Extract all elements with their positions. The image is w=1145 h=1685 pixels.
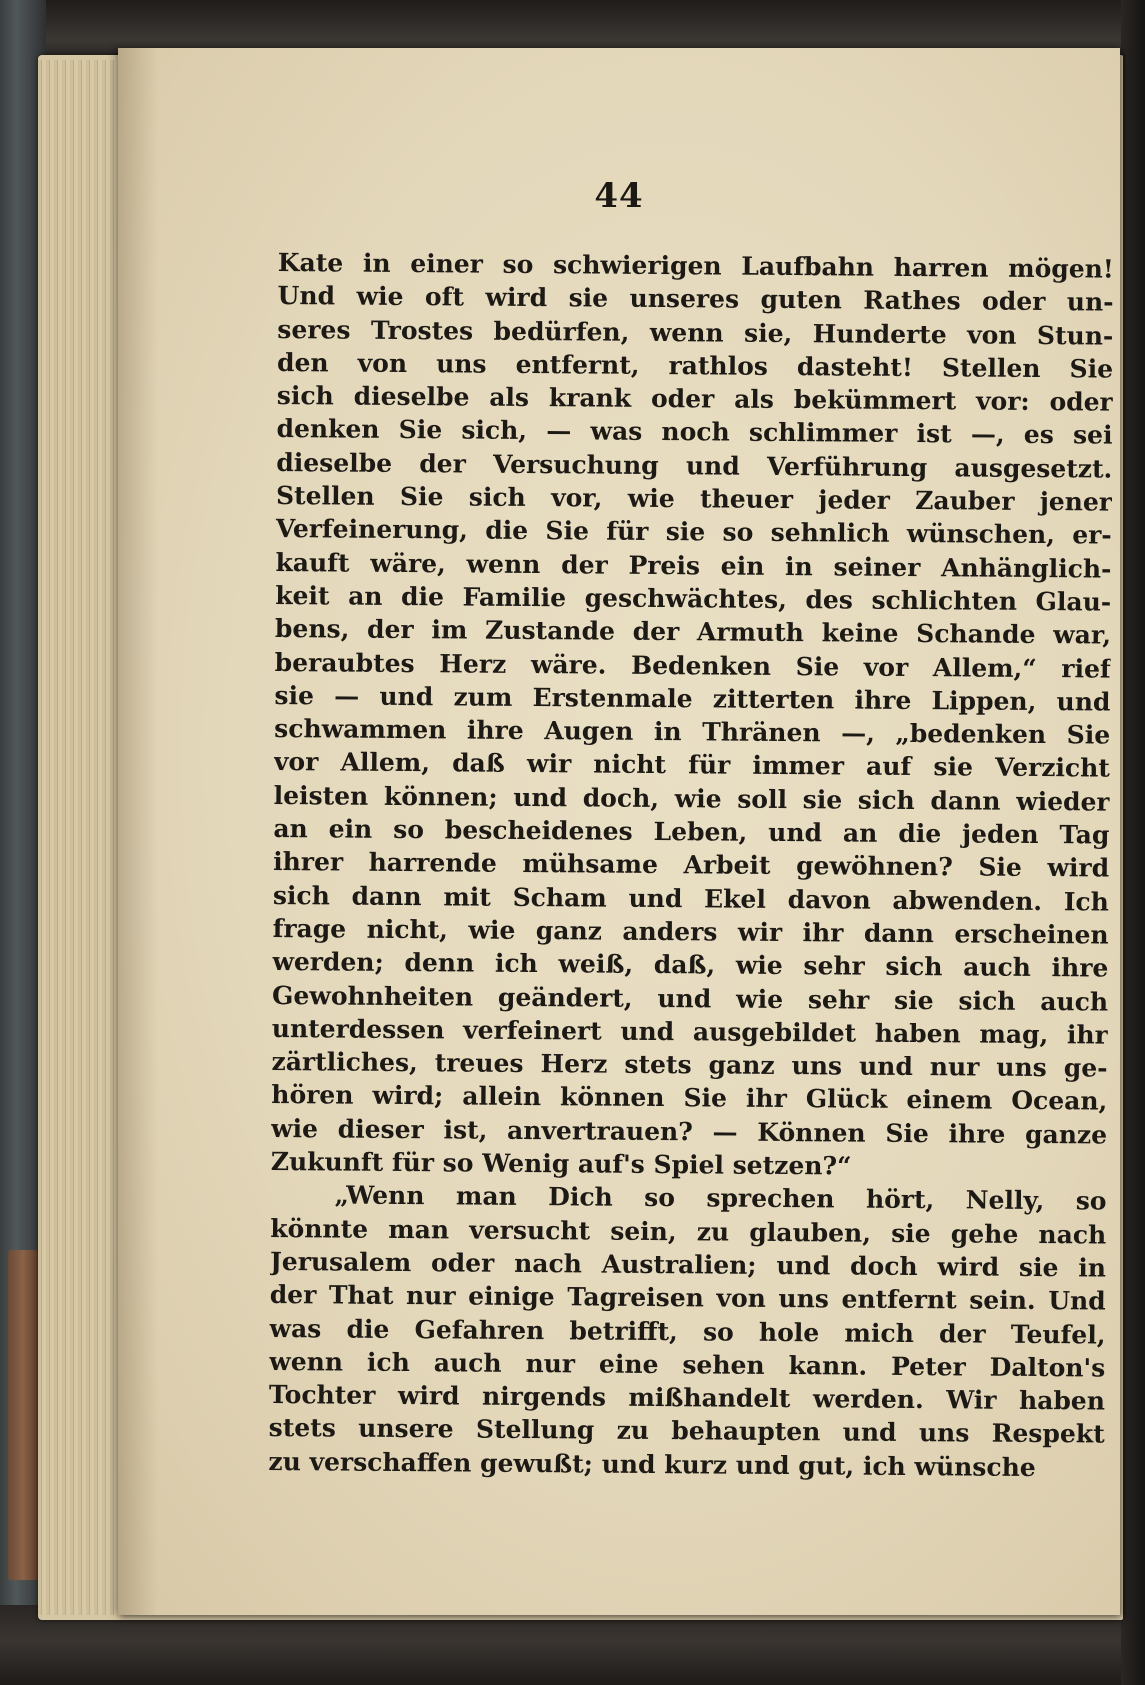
- text-line: Kate in einer so schwierigen Laufbahn harren mögen!: [277, 247, 1114, 284]
- text-line: hören wird; allein können Sie ihr Glück einem Ocean,: [271, 1080, 1108, 1116]
- text-line: zärtliches, treues Herz stets ganz uns und nur uns ge-: [271, 1047, 1108, 1083]
- text-line: Und wie oft wird sie unseres guten Rathes oder un-: [277, 281, 1114, 317]
- text-line: schwammen ihre Augen in Thränen —, „bedenken Sie: [274, 714, 1111, 750]
- page-number: 44: [594, 176, 644, 216]
- text-line: unterdessen verfeinert und ausgebildet haben mag, ihr: [271, 1013, 1108, 1050]
- text-line: keit an die Familie geschwächtes, des schlichten Glau-: [275, 580, 1112, 617]
- text-line: Tochter wird nirgends mißhandelt werden. Wir haben: [268, 1380, 1106, 1416]
- text-line: seres Trostes bedürfen, wenn sie, Hunderte von Stun-: [277, 314, 1114, 351]
- book-page: [118, 48, 1120, 1615]
- book-edge-right: [1121, 0, 1145, 1685]
- leather-spine-patch: [8, 1250, 38, 1580]
- text-line: leisten können; und doch, wie soll sie sich dann wieder: [273, 780, 1110, 817]
- text-line: beraubtes Herz wäre. Bedenken Sie vor Allem,“ rief: [274, 647, 1111, 684]
- text-line: sich dann mit Scham und Ekel davon abwenden. Ich: [272, 880, 1109, 917]
- text-line: zu verschaffen gewußt; und kurz und gut, ich wünsche: [268, 1446, 1036, 1482]
- text-line: werden; denn ich weiß, daß, wie sehr sich auch ihre: [272, 947, 1109, 983]
- body-text: [268, 246, 1114, 1485]
- text-line: ihrer harrende mühsame Arbeit gewöhnen? Sie wird: [273, 847, 1110, 883]
- text-line: könnte man versucht sein, zu glauben, sie gehe nach: [270, 1213, 1107, 1250]
- text-line: was die Gefahren betrifft, so hole mich der Teufel,: [269, 1313, 1106, 1350]
- text-line: bens, der im Zustande der Armuth keine Schande war,: [274, 614, 1112, 650]
- text-line: denken Sie sich, — was noch schlimmer ist —, es sei: [276, 414, 1113, 451]
- text-line: vor Allem, daß wir nicht für immer auf sie Verzicht: [273, 747, 1111, 784]
- text-line: Stellen Sie sich vor, wie theuer jeder Zauber jener: [275, 481, 1113, 517]
- gutter-shadow: [118, 48, 158, 1615]
- text-line: kauft wäre, wenn der Preis ein in seiner Anhänglich-: [275, 547, 1112, 584]
- text-line: sich dieselbe als krank oder als bekümmert vor: oder: [276, 381, 1113, 417]
- text-line: frage nicht, wie ganz anders wir ihr dann erscheinen: [272, 913, 1109, 950]
- text-line: an ein so bescheidenes Leben, und an die jeden Tag: [273, 814, 1110, 850]
- text-line: stets unsere Stellung zu behaupten und uns Respekt: [268, 1413, 1105, 1449]
- text-line: „Wenn man Dich so sprechen hört, Nelly, so: [334, 1180, 1107, 1216]
- text-line: der That nur einige Tagreisen von uns entfernt sein. Und: [269, 1280, 1106, 1316]
- text-line: wenn ich auch nur eine sehen kann. Peter Dalton's: [269, 1346, 1106, 1383]
- text-line: Gewohnheiten geändert, und wie sehr sie sich auch: [272, 980, 1109, 1017]
- text-line: den von uns entfernt, rathlos dasteht! Stellen Sie: [276, 347, 1114, 384]
- text-line: Verfeinerung, die Sie für sie so sehnlich wünschen, er-: [275, 514, 1112, 550]
- page-edges: [38, 60, 123, 1615]
- text-line: wie dieser ist, anvertrauen? — Können Sie ihre ganze: [270, 1113, 1108, 1150]
- text-line: dieselbe der Versuchung und Verführung ausgesetzt.: [276, 447, 1113, 484]
- text-line: Zukunft für so Wenig auf's Spiel setzen?“: [270, 1146, 852, 1181]
- text-line: Jerusalem oder nach Australien; und doch wird sie in: [269, 1246, 1107, 1283]
- text-line: sie — und zum Erstenmale zitterten ihre Lippen, und: [274, 680, 1111, 717]
